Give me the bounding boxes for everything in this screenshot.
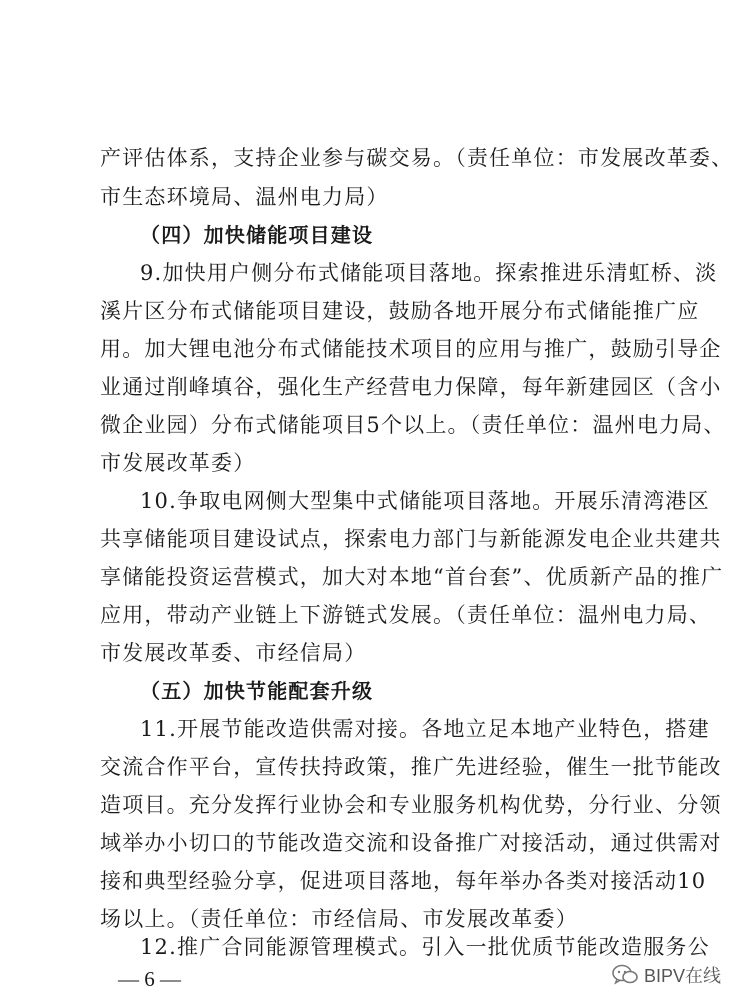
text-line — [0, 182, 743, 212]
page-number: — 6 — — [118, 967, 181, 991]
text-line-content: 域举办小切口的节能改造交流和设备推广对接活动，通过供需对 — [100, 831, 722, 855]
text-line-content: 市发展改革委） — [100, 451, 256, 475]
text-line-content: 业通过削峰填谷，强化生产经营电力保障，每年新建园区（含小 — [100, 375, 722, 399]
text-line-content: 10.争取电网侧大型集中式储能项目落地。开展乐清湾港区 — [140, 489, 710, 513]
text-line — [0, 562, 743, 592]
paragraph-first-line — [0, 486, 743, 516]
text-line — [0, 448, 743, 478]
paragraph-first-line — [0, 714, 743, 744]
text-line-content: 接和典型经验分享，促进项目落地，每年举办各类对接活动10 — [100, 869, 707, 893]
text-line-content: 享储能投资运营模式，加大对本地“首台套”、优质新产品的推广 — [100, 565, 724, 589]
text-line-content: 9.加快用户侧分布式储能项目落地。探索推进乐清虹桥、淡 — [140, 261, 718, 285]
section-heading-text: （五）加快节能配套升级 — [140, 679, 374, 703]
text-line — [0, 334, 743, 364]
wechat-icon — [612, 964, 638, 986]
text-line-content: 用。加大锂电池分布式储能技术项目的应用与推广，鼓励引导企 — [100, 337, 722, 361]
text-line-content: 微企业园）分布式储能项目5个以上。（责任单位：温州电力局、 — [100, 413, 726, 437]
text-line-content: 造项目。充分发挥行业协会和专业服务机构优势，分行业、分领 — [100, 793, 722, 817]
text-line — [0, 524, 743, 554]
text-line — [0, 828, 743, 858]
watermark — [612, 957, 721, 993]
text-line — [0, 296, 743, 326]
section-heading — [0, 676, 743, 706]
text-line-content: 交流合作平台，宣传扶持政策，推广先进经验，催生一批节能改 — [100, 755, 722, 779]
section-heading — [0, 220, 743, 250]
text-line-content: 市生态环境局、温州电力局） — [100, 185, 389, 209]
text-line — [0, 410, 743, 440]
text-line-content: 共享储能项目建设试点，探索电力部门与新能源发电企业共建共 — [100, 527, 722, 551]
paragraph-first-line — [0, 258, 743, 288]
text-line-content: 应用，带动产业链上下游链式发展。（责任单位：温州电力局、 — [100, 603, 712, 627]
text-line — [0, 372, 743, 402]
text-line — [0, 866, 743, 896]
text-line — [0, 143, 743, 173]
text-line — [0, 600, 743, 630]
text-line-content: 11.开展节能改造供需对接。各地立足本地产业特色，搭建 — [140, 717, 710, 741]
text-line-content: 12.推广合同能源管理模式。引入一批优质节能改造服务公 — [140, 935, 710, 959]
text-line-content: 溪片区分布式储能项目建设，鼓励各地开展分布式储能推广应 — [100, 299, 700, 323]
text-line — [0, 752, 743, 782]
text-line — [0, 638, 743, 668]
section-heading-text: （四）加快储能项目建设 — [140, 223, 374, 247]
text-line-content: 产评估体系，支持企业参与碳交易。（责任单位：市发展改革委、 — [100, 146, 734, 170]
text-line — [0, 904, 743, 934]
text-line — [0, 790, 743, 820]
text-line-content: 场以上。（责任单位：市经信局、市发展改革委） — [100, 907, 578, 931]
watermark-text: BIPV在线 — [644, 966, 722, 986]
text-line-content: 市发展改革委、市经信局） — [100, 641, 367, 665]
